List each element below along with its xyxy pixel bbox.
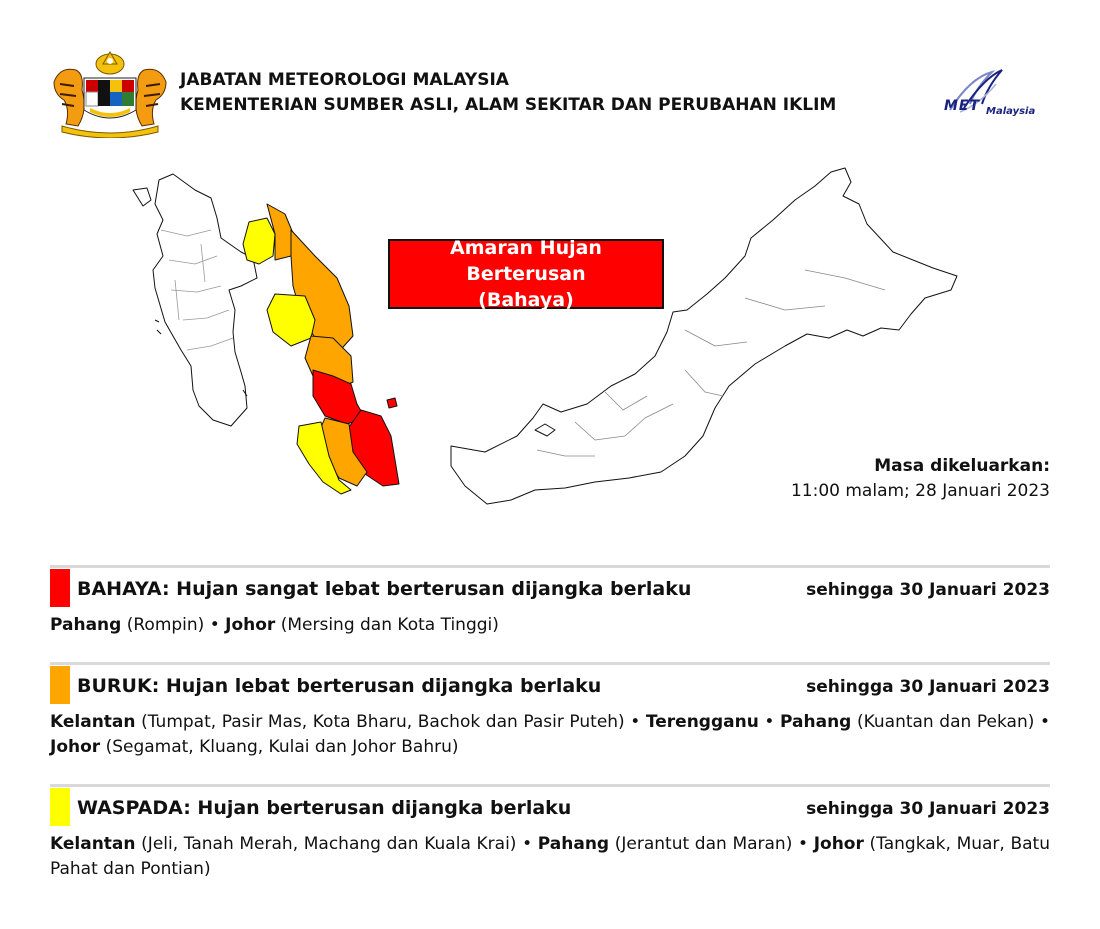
area-districts: (Kuantan dan Pekan) [851,712,1035,732]
waspada-heading: WASPADA: Hujan berterusan dijangka berlaku [77,797,572,819]
bahaya-until: sehingga 30 Januari 2023 [806,580,1050,600]
ministry-name: KEMENTERIAN SUMBER ASLI, ALAM SEKITAR DAN PERUBAHAN IKLIM [180,95,837,115]
section-divider [50,565,1050,568]
area-state: Pahang [50,615,122,635]
islands [387,398,397,408]
warning-title-box [388,239,664,309]
met-malaysia-logo [930,64,1050,124]
area-districts: (Segamat, Kluang, Kulai dan Johor Bahru) [100,737,459,757]
pahang-waspada [267,294,315,346]
buruk-areas: Kelantan (Tumpat, Pasir Mas, Kota Bharu, Bachok dan Pasir Puteh) • Terengganu • Pahang (Kuantan dan Pekan) • Johor (Segamat, Kluang, Kulai dan Johor Bahru) [50,712,1050,757]
warning-map [125,160,965,510]
waspada-color-swatch [50,788,70,826]
buruk-heading: BURUK: Hujan lebat berterusan dijangka berlaku [77,675,602,697]
area-districts: (Rompin) [121,615,205,635]
area-state: Johor [50,737,101,757]
area-state: Kelantan [50,834,136,854]
section-divider [50,662,1050,665]
area-districts: (Tangkak, Muar, Batu Pahat dan Pontian) [50,834,1050,879]
area-state: Terengganu [645,712,759,732]
kelantan-waspada [243,218,275,264]
area-state: Johor [813,834,864,854]
peninsular-malaysia [133,174,257,426]
area-districts: (Jerantut dan Maran) [609,834,793,854]
bahaya-heading: BAHAYA: Hujan sangat lebat berterusan dijangka berlaku [77,578,692,600]
east-malaysia [451,168,957,504]
area-state: Kelantan [50,712,136,732]
issued-time-value: 11:00 malam; 28 Januari 2023 [790,481,1050,501]
area-districts: (Mersing dan Kota Tinggi) [275,615,499,635]
area-state: Pahang [780,712,852,732]
area-state: Pahang [537,834,610,854]
warning-title-line2: (Bahaya) [478,289,574,311]
area-districts: (Tumpat, Pasir Mas, Kota Bharu, Bachok dan Pasir Puteh) [135,712,625,732]
logo-met-text: MET [944,98,981,114]
issued-time-label: Masa dikeluarkan: [874,456,1050,476]
bahaya-areas: Pahang (Rompin) • Johor (Mersing dan Kota Tinggi) [50,615,499,635]
coat-of-arms-logo [48,44,172,138]
area-state: Johor [225,615,276,635]
waspada-until: sehingga 30 Januari 2023 [806,799,1050,819]
logo-malaysia-text: Malaysia [986,106,1036,117]
section-divider [50,784,1050,787]
organization-name: JABATAN METEOROLOGI MALAYSIA [180,70,509,90]
bahaya-color-swatch [50,569,70,607]
buruk-color-swatch [50,666,70,704]
waspada-areas: Kelantan (Jeli, Tanah Merah, Machang dan Kuala Krai) • Pahang (Jerantut dan Maran) • Johor (Tangkak, Muar, Batu Pahat dan Pontian) [50,834,1050,879]
area-districts: (Jeli, Tanah Merah, Machang dan Kuala Krai) [135,834,517,854]
warning-title-line1: Amaran Hujan Berterusan [450,237,602,285]
buruk-until: sehingga 30 Januari 2023 [806,677,1050,697]
